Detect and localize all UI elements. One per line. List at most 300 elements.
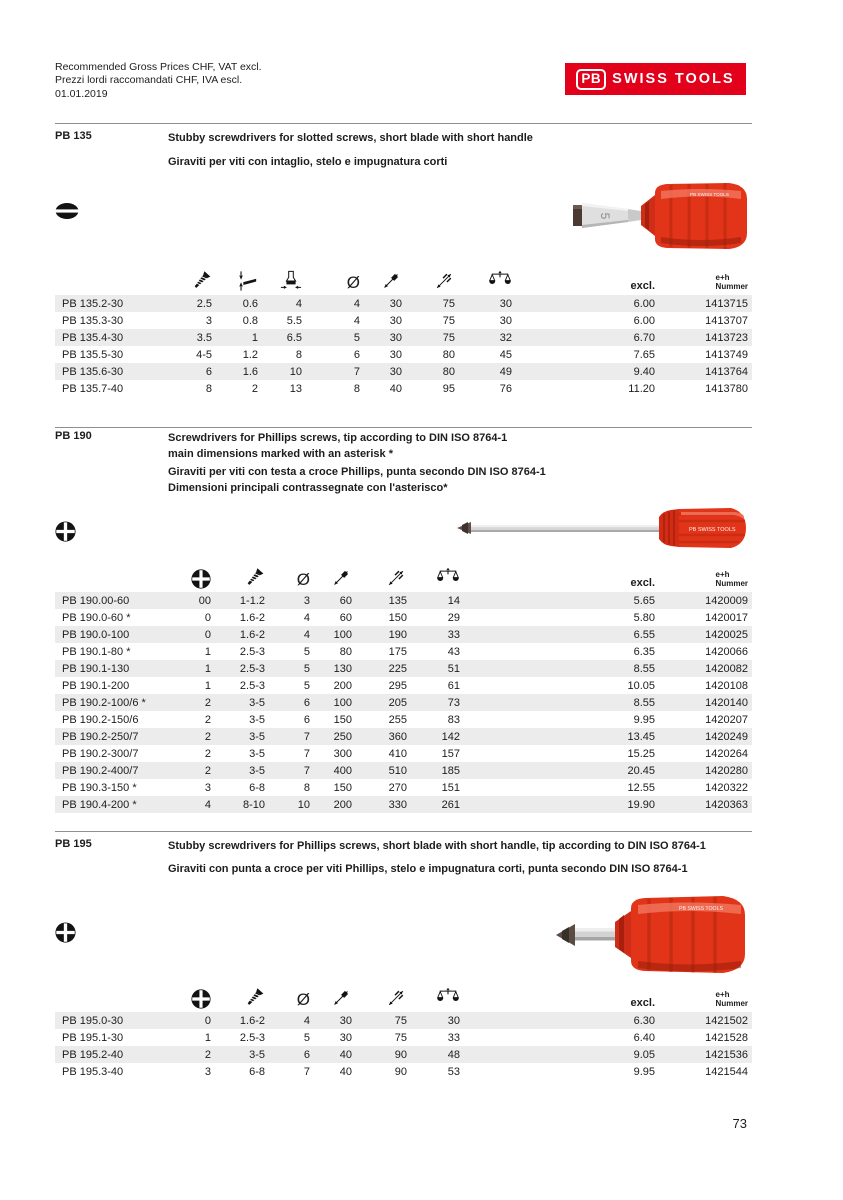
phillips-size-icon [191, 569, 211, 589]
spec-value: 10 [297, 798, 310, 811]
order-number: 1420207 [705, 713, 748, 726]
title-line: Giraviti per viti con testa a croce Phillips, punta secondo DIN ISO 8764-1 [168, 466, 546, 478]
order-number: 1420009 [705, 594, 748, 607]
spec-value: 33 [447, 628, 460, 641]
table-row [55, 592, 752, 609]
product-name: PB 190.1-130 [62, 662, 130, 675]
spec-value: 0.8 [242, 314, 258, 327]
table-row [55, 1012, 752, 1029]
spec-value: 1.6 [242, 365, 258, 378]
spec-value: 150 [333, 713, 352, 726]
price: 20.45 [627, 764, 655, 777]
spec-value: 4 [353, 314, 360, 327]
product-name: PB 135.5-30 [62, 348, 124, 361]
phillips-screwdriver-photo [455, 504, 748, 557]
spec-value: 2.5 [196, 297, 212, 310]
spec-value: 1 [204, 1031, 211, 1044]
spec-table [55, 555, 752, 813]
spec-value: 4-5 [196, 348, 212, 361]
spec-value: 1 [204, 645, 211, 658]
spec-value: 100 [333, 696, 352, 709]
spec-value: 4 [303, 611, 310, 624]
spec-value: 2 [204, 747, 211, 760]
pb-swiss-tools-logo [565, 63, 746, 95]
pb-logo-mark: PB [576, 69, 606, 90]
tip-width-icon [280, 270, 302, 292]
total-length-icon [385, 567, 407, 589]
section-title-en [168, 838, 706, 854]
spec-value: 30 [389, 331, 402, 344]
stubby-phillips-screwdriver-photo [553, 891, 748, 983]
order-number: 1421544 [705, 1065, 748, 1078]
spec-value: 6 [303, 696, 310, 709]
spec-value: 3 [204, 1065, 211, 1078]
order-number: 1413749 [705, 348, 748, 361]
spec-value: 80 [339, 645, 352, 658]
order-number: 1421502 [705, 1014, 748, 1027]
spec-value: 200 [333, 679, 352, 692]
spec-value: 30 [389, 314, 402, 327]
order-number: 1413764 [705, 365, 748, 378]
product-name: PB 190.2-100/6 * [62, 696, 146, 709]
spec-value: 3-5 [249, 696, 265, 709]
spec-value: 0 [204, 611, 211, 624]
diameter-icon: Ø [296, 570, 310, 589]
title-line: Stubby screwdrivers for slotted screws, short blade with short handle [168, 132, 533, 144]
price: 9.05 [633, 1048, 655, 1061]
spec-value: 90 [394, 1048, 407, 1061]
spec-value: 2 [204, 764, 211, 777]
order-number: 1413723 [705, 331, 748, 344]
spec-value: 8 [295, 348, 302, 361]
spec-value: 40 [389, 382, 402, 395]
table-row [55, 626, 752, 643]
screw-icon [243, 987, 265, 1009]
svg-text:PB SWISS TOOLS: PB SWISS TOOLS [689, 527, 736, 533]
product-name: PB 135.6-30 [62, 365, 124, 378]
spec-value: 1.6-2 [239, 1014, 265, 1027]
spec-value: 53 [447, 1065, 460, 1078]
spec-value: 175 [388, 645, 407, 658]
spec-value: 3-5 [249, 1048, 265, 1061]
table-row [55, 380, 752, 397]
spec-value: 80 [442, 365, 455, 378]
price: 19.90 [627, 798, 655, 811]
order-number: 1420322 [705, 781, 748, 794]
table-row [55, 1029, 752, 1046]
spec-value: 5 [353, 331, 360, 344]
spec-value: 3-5 [249, 713, 265, 726]
diameter-icon: Ø [346, 273, 360, 292]
title-line: Dimensioni principali contrassegnate con l'asterisco* [168, 482, 448, 494]
order-number: 1420082 [705, 662, 748, 675]
spec-value: 14 [447, 594, 460, 607]
title-line: Screwdrivers for Phillips screws, tip according to DIN ISO 8764-1 [168, 432, 508, 444]
spec-value: 30 [339, 1014, 352, 1027]
price-note-line: Recommended Gross Prices CHF, VAT excl. [55, 61, 262, 73]
table-row [55, 762, 752, 779]
product-name: PB 195.3-40 [62, 1065, 124, 1078]
price: 8.55 [633, 662, 655, 675]
spec-value: 3-5 [249, 764, 265, 777]
blade-length-icon [330, 567, 352, 589]
product-name: PB 190.2-250/7 [62, 730, 139, 743]
price: 8.55 [633, 696, 655, 709]
spec-value: 7 [303, 747, 310, 760]
spec-value: 7 [353, 365, 360, 378]
spec-value: 40 [339, 1065, 352, 1078]
price: 13.45 [627, 730, 655, 743]
spec-value: 410 [388, 747, 407, 760]
spec-value: 3.5 [196, 331, 212, 344]
spec-value: 130 [333, 662, 352, 675]
price: 6.00 [633, 297, 655, 310]
spec-value: 510 [388, 764, 407, 777]
spec-value: 1 [204, 662, 211, 675]
spec-value: 75 [394, 1031, 407, 1044]
price: 5.65 [633, 594, 655, 607]
spec-value: 29 [447, 611, 460, 624]
spec-value: 4 [303, 628, 310, 641]
spec-value: 6-8 [249, 781, 265, 794]
table-row [55, 745, 752, 762]
table-row [55, 1063, 752, 1080]
table-row [55, 779, 752, 796]
table-row [55, 609, 752, 626]
screw-icon [190, 270, 212, 292]
product-name: PB 190.0-100 [62, 628, 130, 641]
phillips-screwdriver-icon [55, 922, 76, 943]
price-column-label: excl. [630, 280, 655, 292]
spec-value: 4 [353, 297, 360, 310]
spec-value: 5 [303, 679, 310, 692]
spec-value: 7 [303, 730, 310, 743]
spec-value: 255 [388, 713, 407, 726]
price: 11.20 [628, 382, 655, 395]
section-title-en [168, 130, 533, 146]
table-row [55, 728, 752, 745]
table-body [55, 1012, 752, 1080]
spec-value: 3-5 [249, 747, 265, 760]
price: 6.55 [633, 628, 655, 641]
table-header [55, 258, 752, 294]
spec-value: 10 [289, 365, 302, 378]
table-row [55, 711, 752, 728]
order-number: 1421528 [705, 1031, 748, 1044]
nummer-column-label: e+h Nummer [715, 272, 748, 291]
product-name: PB 190.1-200 [62, 679, 130, 692]
product-name: PB 195.0-30 [62, 1014, 124, 1027]
section-id: PB 135 [55, 130, 92, 142]
section-divider [55, 427, 752, 428]
spec-table [55, 258, 752, 397]
price-note-date: 01.01.2019 [55, 87, 108, 100]
spec-value: 1 [251, 331, 258, 344]
price: 9.95 [633, 713, 655, 726]
spec-value: 270 [388, 781, 407, 794]
section-title-it [168, 861, 688, 877]
order-number: 1420066 [705, 645, 748, 658]
spec-value: 75 [442, 297, 455, 310]
price: 9.95 [633, 1065, 655, 1078]
section-divider [55, 831, 752, 832]
product-name: PB 190.3-150 * [62, 781, 137, 794]
spec-value: 4 [295, 297, 302, 310]
spec-value: 360 [388, 730, 407, 743]
spec-value: 0 [204, 1014, 211, 1027]
product-name: PB 135.3-30 [62, 314, 124, 327]
table-header [55, 975, 752, 1011]
section-divider [55, 123, 752, 124]
spec-value: 40 [339, 1048, 352, 1061]
product-name: PB 195.2-40 [62, 1048, 124, 1061]
spec-value: 261 [441, 798, 460, 811]
spec-value: 90 [394, 1065, 407, 1078]
spec-value: 135 [388, 594, 407, 607]
spec-value: 225 [388, 662, 407, 675]
price: 6.40 [633, 1031, 655, 1044]
table-row [55, 363, 752, 380]
order-number: 1420108 [705, 679, 748, 692]
section-title-it [168, 154, 447, 170]
spec-value: 0.6 [242, 297, 258, 310]
spec-value: 100 [333, 628, 352, 641]
price: 6.70 [633, 331, 655, 344]
diameter-icon: Ø [296, 990, 310, 1009]
spec-value: 48 [447, 1048, 460, 1061]
table-row [55, 677, 752, 694]
weight-icon [488, 270, 512, 292]
spec-value: 2.5-3 [239, 645, 265, 658]
phillips-size-icon [191, 989, 211, 1009]
spec-value: 5 [303, 645, 310, 658]
spec-value: 30 [389, 348, 402, 361]
product-name: PB 135.2-30 [62, 297, 124, 310]
price-note-line: Prezzi lordi raccomandati CHF, IVA escl. [55, 74, 243, 87]
spec-value: 151 [441, 781, 460, 794]
spec-value: 8 [205, 382, 212, 395]
table-row [55, 346, 752, 363]
price: 12.55 [627, 781, 655, 794]
spec-value: 45 [499, 348, 512, 361]
order-number: 1420280 [705, 764, 748, 777]
product-name: PB 195.1-30 [62, 1031, 124, 1044]
spec-value: 32 [499, 331, 512, 344]
spec-value: 185 [441, 764, 460, 777]
spec-value: 1 [204, 679, 211, 692]
price: 6.00 [633, 314, 655, 327]
slotted-screwdriver-icon [55, 202, 79, 220]
spec-value: 6 [205, 365, 212, 378]
table-body [55, 295, 752, 397]
spec-value: 200 [333, 798, 352, 811]
product-name: PB 190.4-200 * [62, 798, 137, 811]
spec-value: 33 [447, 1031, 460, 1044]
spec-value: 49 [499, 365, 512, 378]
product-name: PB 190.00-60 [62, 594, 130, 607]
spec-value: 300 [333, 747, 352, 760]
stubby-slotted-screwdriver-photo [571, 179, 749, 258]
spec-value: 60 [339, 611, 352, 624]
spec-value: 6 [303, 1048, 310, 1061]
table-body [55, 592, 752, 813]
section-title-it [168, 464, 546, 496]
spec-value: 8-10 [242, 798, 265, 811]
spec-value: 00 [198, 594, 211, 607]
tip-thickness-icon [236, 270, 258, 292]
spec-value: 8 [303, 781, 310, 794]
spec-value: 6.5 [286, 331, 302, 344]
spec-value: 80 [442, 348, 455, 361]
price: 6.35 [633, 645, 655, 658]
product-name: PB 135.4-30 [62, 331, 124, 344]
spec-value: 95 [442, 382, 455, 395]
spec-value: 2 [251, 382, 258, 395]
weight-icon [436, 567, 460, 589]
spec-value: 205 [388, 696, 407, 709]
spec-value: 142 [441, 730, 460, 743]
spec-value: 4 [204, 798, 211, 811]
spec-value: 7 [303, 764, 310, 777]
table-row [55, 643, 752, 660]
spec-table [55, 975, 752, 1080]
spec-value: 330 [388, 798, 407, 811]
section-id: PB 195 [55, 838, 92, 850]
spec-value: 2 [204, 713, 211, 726]
spec-value: 13 [289, 382, 302, 395]
order-number: 1420363 [705, 798, 748, 811]
section-id: PB 190 [55, 430, 92, 442]
table-row [55, 312, 752, 329]
spec-value: 6 [353, 348, 360, 361]
spec-value: 1-1.2 [239, 594, 265, 607]
title-line: Giraviti per viti con intaglio, stelo e impugnatura corti [168, 156, 448, 168]
spec-value: 295 [388, 679, 407, 692]
spec-value: 30 [499, 314, 512, 327]
spec-value: 76 [499, 382, 512, 395]
price: 9.40 [633, 365, 655, 378]
spec-value: 75 [442, 314, 455, 327]
order-number: 1413707 [705, 314, 748, 327]
spec-value: 30 [447, 1014, 460, 1027]
order-number: 1420249 [705, 730, 748, 743]
spec-value: 30 [499, 297, 512, 310]
spec-value: 400 [333, 764, 352, 777]
title-line: Giraviti con punta a croce per viti Phillips, stelo e impugnatura corti, punta secondo DIN ISO 8764-1 [168, 863, 688, 875]
spec-value: 2.5-3 [239, 679, 265, 692]
order-number: 1420264 [705, 747, 748, 760]
spec-value: 61 [447, 679, 460, 692]
product-name: PB 190.2-400/7 [62, 764, 139, 777]
table-row [55, 295, 752, 312]
table-row [55, 1046, 752, 1063]
spec-value: 30 [339, 1031, 352, 1044]
spec-value: 2 [204, 696, 211, 709]
spec-value: 7 [303, 1065, 310, 1078]
spec-value: 6 [303, 713, 310, 726]
order-number: 1413715 [705, 297, 748, 310]
spec-value: 190 [388, 628, 407, 641]
total-length-icon [433, 270, 455, 292]
spec-value: 0 [204, 628, 211, 641]
spec-value: 2 [204, 1048, 211, 1061]
spec-value: 250 [333, 730, 352, 743]
spec-value: 5 [303, 1031, 310, 1044]
spec-value: 51 [447, 662, 460, 675]
spec-value: 2.5-3 [239, 1031, 265, 1044]
spec-value: 3-5 [249, 730, 265, 743]
order-number: 1420025 [705, 628, 748, 641]
spec-value: 1.6-2 [239, 628, 265, 641]
spec-value: 4 [303, 1014, 310, 1027]
product-name: PB 190.0-60 * [62, 611, 131, 624]
spec-value: 75 [442, 331, 455, 344]
spec-value: 73 [447, 696, 460, 709]
spec-value: 30 [389, 365, 402, 378]
spec-value: 157 [441, 747, 460, 760]
price: 15.25 [627, 747, 655, 760]
table-row [55, 796, 752, 813]
price: 7.65 [633, 348, 655, 361]
table-row [55, 329, 752, 346]
section-title-en [168, 430, 507, 462]
table-header [55, 555, 752, 591]
spec-value: 8 [353, 382, 360, 395]
nummer-column-label: e+h Nummer [715, 569, 748, 588]
price: 6.30 [633, 1014, 655, 1027]
total-length-icon [385, 987, 407, 1009]
price-column-label: excl. [630, 997, 655, 1009]
title-line: main dimensions marked with an asterisk * [168, 448, 393, 460]
product-name: PB 190.2-300/7 [62, 747, 139, 760]
spec-value: 3 [205, 314, 212, 327]
spec-value: 2.5-3 [239, 662, 265, 675]
table-row [55, 694, 752, 711]
spec-value: 3 [204, 781, 211, 794]
price-column-label: excl. [630, 577, 655, 589]
spec-value: 6-8 [249, 1065, 265, 1078]
spec-value: 1.2 [242, 348, 258, 361]
spec-value: 5 [303, 662, 310, 675]
nummer-column-label: e+h Nummer [715, 989, 748, 1008]
page-number: 73 [732, 1116, 747, 1131]
spec-value: 150 [388, 611, 407, 624]
screw-icon [243, 567, 265, 589]
spec-value: 30 [389, 297, 402, 310]
order-number: 1413780 [705, 382, 748, 395]
product-name: PB 135.7-40 [62, 382, 124, 395]
phillips-screwdriver-icon [55, 521, 76, 542]
spec-value: 60 [339, 594, 352, 607]
order-number: 1420140 [705, 696, 748, 709]
product-name: PB 190.1-80 * [62, 645, 131, 658]
spec-value: 5.5 [286, 314, 302, 327]
svg-text:PB SWISS TOOLS: PB SWISS TOOLS [679, 906, 723, 912]
spec-value: 3 [303, 594, 310, 607]
blade-length-icon [330, 987, 352, 1009]
order-number: 1421536 [705, 1048, 748, 1061]
weight-icon [436, 987, 460, 1009]
brand-name: SWISS TOOLS [612, 71, 735, 87]
price-note [55, 61, 262, 101]
spec-value: 150 [333, 781, 352, 794]
spec-value: 83 [447, 713, 460, 726]
spec-value: 2 [204, 730, 211, 743]
spec-value: 75 [394, 1014, 407, 1027]
price: 10.05 [627, 679, 655, 692]
spec-value: 43 [447, 645, 460, 658]
table-row [55, 660, 752, 677]
